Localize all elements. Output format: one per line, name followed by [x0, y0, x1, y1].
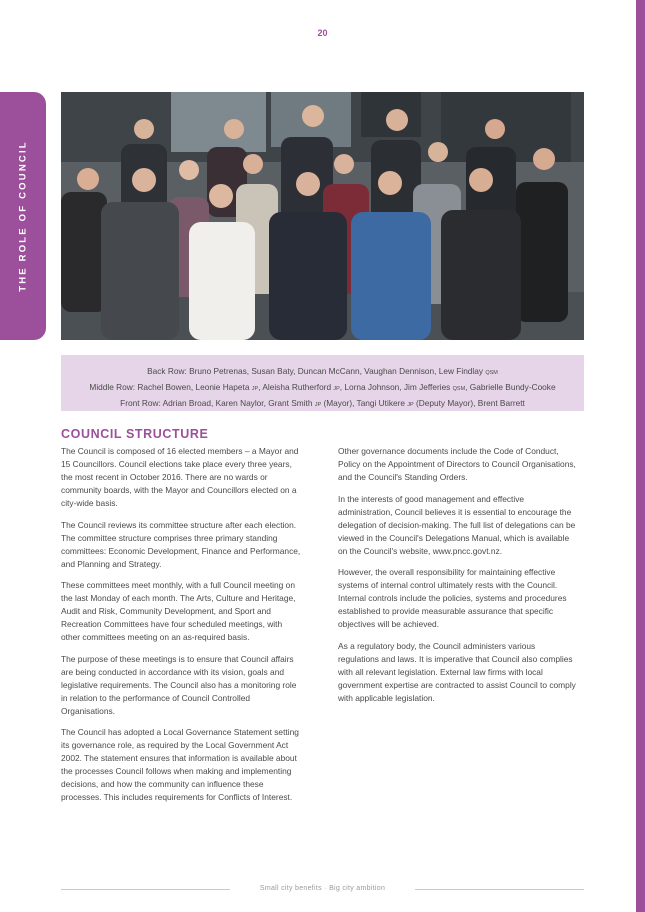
paragraph: However, the overall responsibility for maintaining effective systems of internal control ultimately rests with the Council. Internal controls include the policies, systems and procedures established to provide measurable assurance that specific objectives will be achieved. — [338, 567, 567, 629]
caption-middle-row: Middle Row: Rachel Bowen, Leonie Hapeta JP, Aleisha Rutherford JP, Lorna Johnson, Jim Jefferies QSM, Gabrielle Bundy-Cooke — [89, 382, 556, 392]
council-group-photo — [61, 92, 584, 340]
footer-divider-right — [415, 889, 584, 890]
paragraph: In the interests of good management and effective administration, Council believes it is essential to encourage the delegation of decision-making. The full list of delegations can be viewed in the Council's Delegations Manual, which is available on the Council's website, www.pncc.govt.nz. — [338, 493, 576, 556]
caption-front-row: Front Row: Adrian Broad, Karen Naylor, Grant Smith JP (Mayor), Tangi Utikere JP (Deputy Mayor), Brent Barrett — [120, 398, 525, 408]
footer-tagline: Small city benefits · Big city ambition — [259, 885, 386, 892]
right-edge-stripe — [636, 0, 645, 912]
paragraph: The Council is composed of 16 elected members – a Mayor and 15 Councillors. Council elections take place every three years, the most recent in October 2016. There are no wards or community boards, with the Mayor and Councillors elected on a city-wide basis. — [61, 446, 299, 508]
section-heading: COUNCIL STRUCTURE — [61, 427, 209, 441]
caption-back-row: Back Row: Bruno Petrenas, Susan Baty, Duncan McCann, Vaughan Dennison, Lew Findlay QSM — [147, 366, 498, 376]
left-text-column — [61, 445, 301, 813]
paragraph: The purpose of these meetings is to ensure that Council affairs are being conducted in accordance with its vision, goals and legislative requirements. The Council also has a monitoring role in relation to the performance of Council Controlled Organisations. — [61, 653, 297, 716]
right-text-column — [338, 445, 578, 713]
photo-caption — [61, 355, 584, 411]
footer-divider-left — [61, 889, 230, 890]
paragraph: These committees meet monthly, with a full Council meeting on the last Monday of each month. The Arts, Culture and Heritage, Audit and Risk, Community Development, and Sport and Recreation Committees have four scheduled meetings, with other committees meeting on an as-required basis. — [61, 580, 296, 642]
paragraph: Other governance documents include the Code of Conduct, Policy on the Appointment of Directors to Council Organisations, and the Council's Standing Orders. — [338, 446, 576, 482]
paragraph: The Council has adopted a Local Governance Statement setting its governance role, as required by the Local Government Act 2002. The statement ensures that information is available about the processes Council follows when making and implementing decisions, and how the community can influence these processes. This includes requirements for Conflicts of Interest. — [61, 727, 299, 802]
paragraph: As a regulatory body, the Council administers various regulations and laws. It is imperative that Council also complies with all relevant legislation. External law firms with local government expertise are contracted to assist Council to comply with applicable legislation. — [338, 640, 576, 703]
paragraph: The Council reviews its committee structure after each election. The committee structure comprises three primary standing committees: Economic Development, Finance and Performance, and Planning and Strategy. — [61, 519, 301, 569]
side-tab-label: THE ROLE OF COUNCIL — [17, 140, 29, 292]
page-number: 20 — [317, 28, 328, 38]
